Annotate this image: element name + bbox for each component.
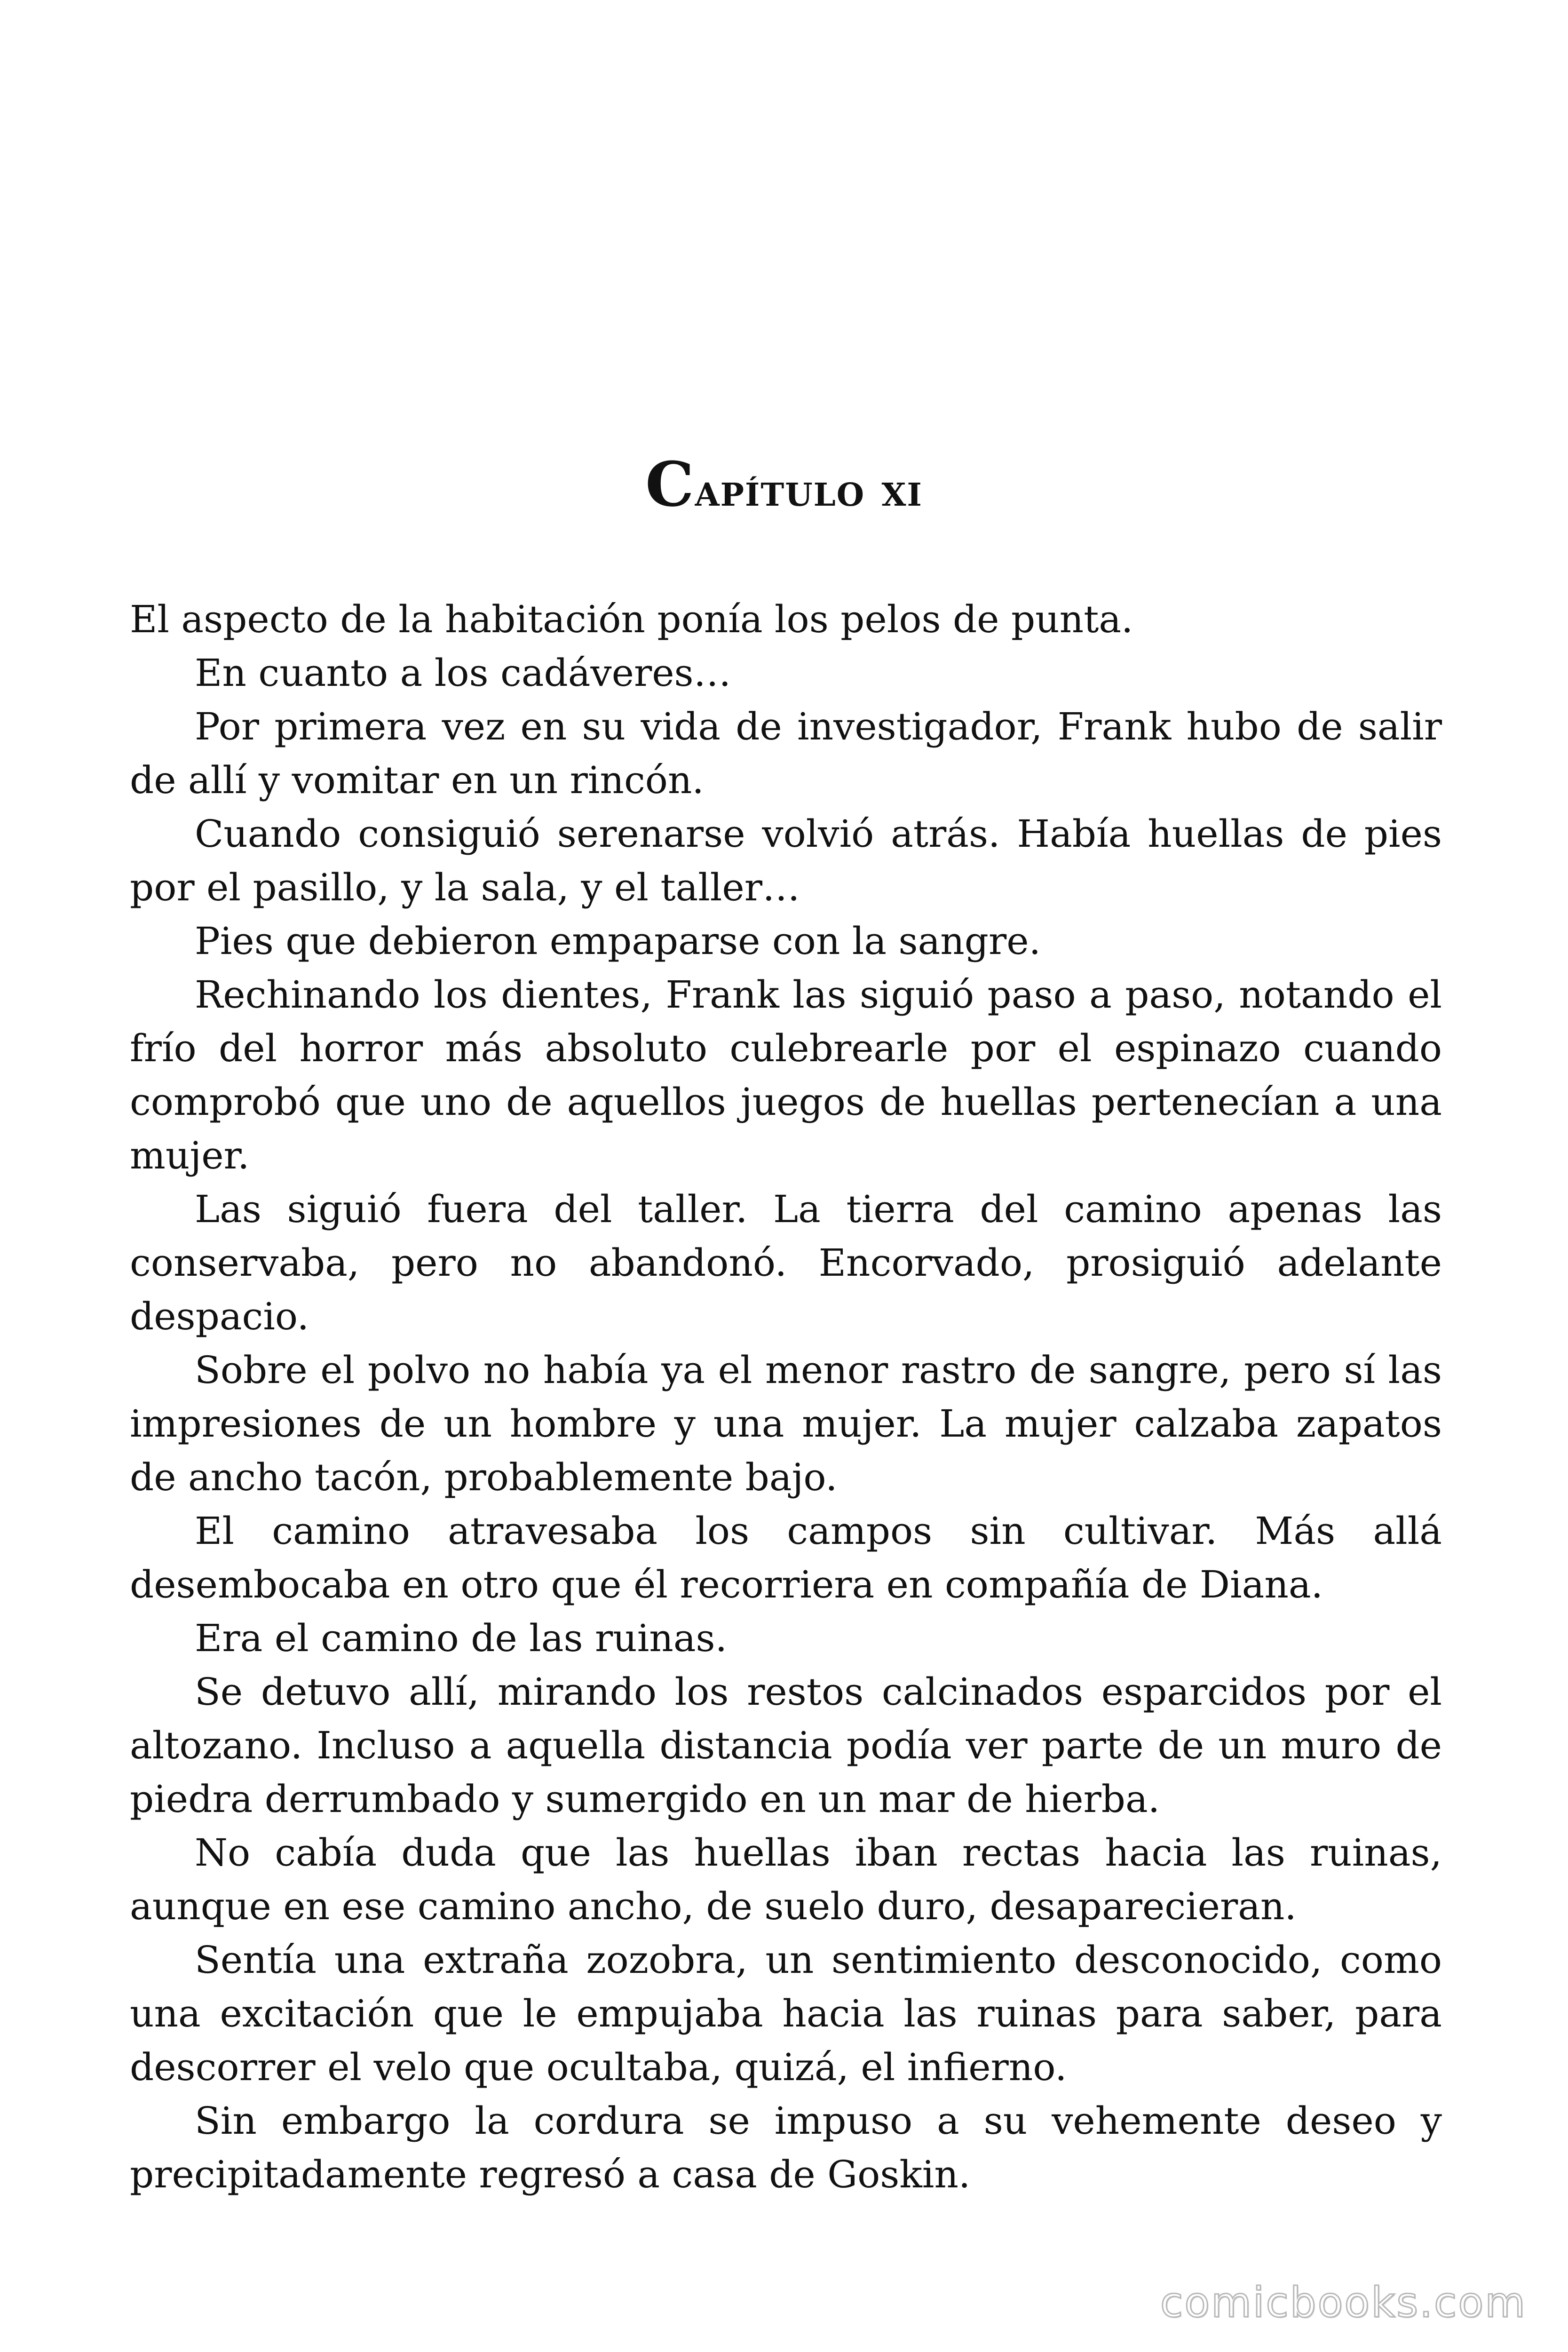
paragraph: Las siguió fuera del taller. La tierra del camino apenas las conservaba, pero no abandonó. Encorvado, prosiguió adelante despacio.: [130, 1187, 1442, 1338]
chapter-title: [0, 448, 1568, 523]
paragraph: Era el camino de las ruinas.: [195, 1616, 727, 1660]
chapter-body: [130, 593, 1442, 2201]
paragraph: Sentía una extraña zozobra, un sentimiento desconocido, como una excitación que le empujaba hacia las ruinas para saber, para descorrer el velo que ocultaba, quizá, el infierno.: [130, 1938, 1442, 2089]
watermark: comicbooks.com: [1160, 2278, 1527, 2327]
paragraph: Sin embargo la cordura se impuso a su vehemente deseo y precipitadamente regresó a casa de Goskin.: [130, 2099, 1442, 2196]
paragraph: Pies que debieron empaparse con la sangre.: [195, 919, 1041, 963]
chapter-title-initial: C: [645, 448, 695, 520]
paragraph: Se detuvo allí, mirando los restos calcinados esparcidos por el altozano. Incluso a aquella distancia podía ver parte de un muro de piedra derrumbado y sumergido en un mar de hierba.: [130, 1670, 1442, 1821]
paragraph: El camino atravesaba los campos sin cultivar. Más allá desembocaba en otro que él recorriera en compañía de Diana.: [130, 1509, 1442, 1606]
chapter-title-rest: apítulo xi: [695, 463, 923, 516]
paragraph: Por primera vez en su vida de investigador, Frank hubo de salir de allí y vomitar en un rincón.: [130, 705, 1442, 802]
paragraph: En cuanto a los cadáveres…: [195, 651, 731, 695]
paragraph: Rechinando los dientes, Frank las siguió paso a paso, notando el frío del horror más absoluto culebrearle por el espinazo cuando comprobó que uno de aquellos juegos de huellas pertenecían a una mujer.: [130, 973, 1442, 1177]
paragraph: No cabía duda que las huellas iban rectas hacia las ruinas, aunque en ese camino ancho, de suelo duro, desaparecieran.: [130, 1831, 1442, 1928]
paragraph: Cuando consiguió serenarse volvió atrás. Había huellas de pies por el pasillo, y la sala, y el taller…: [130, 812, 1442, 909]
paragraph: Sobre el polvo no había ya el menor rastro de sangre, pero sí las impresiones de un hombre y una mujer. La mujer calzaba zapatos de ancho tacón, probablemente bajo.: [130, 1348, 1442, 1499]
paragraph: El aspecto de la habitación ponía los pelos de punta.: [130, 597, 1133, 641]
